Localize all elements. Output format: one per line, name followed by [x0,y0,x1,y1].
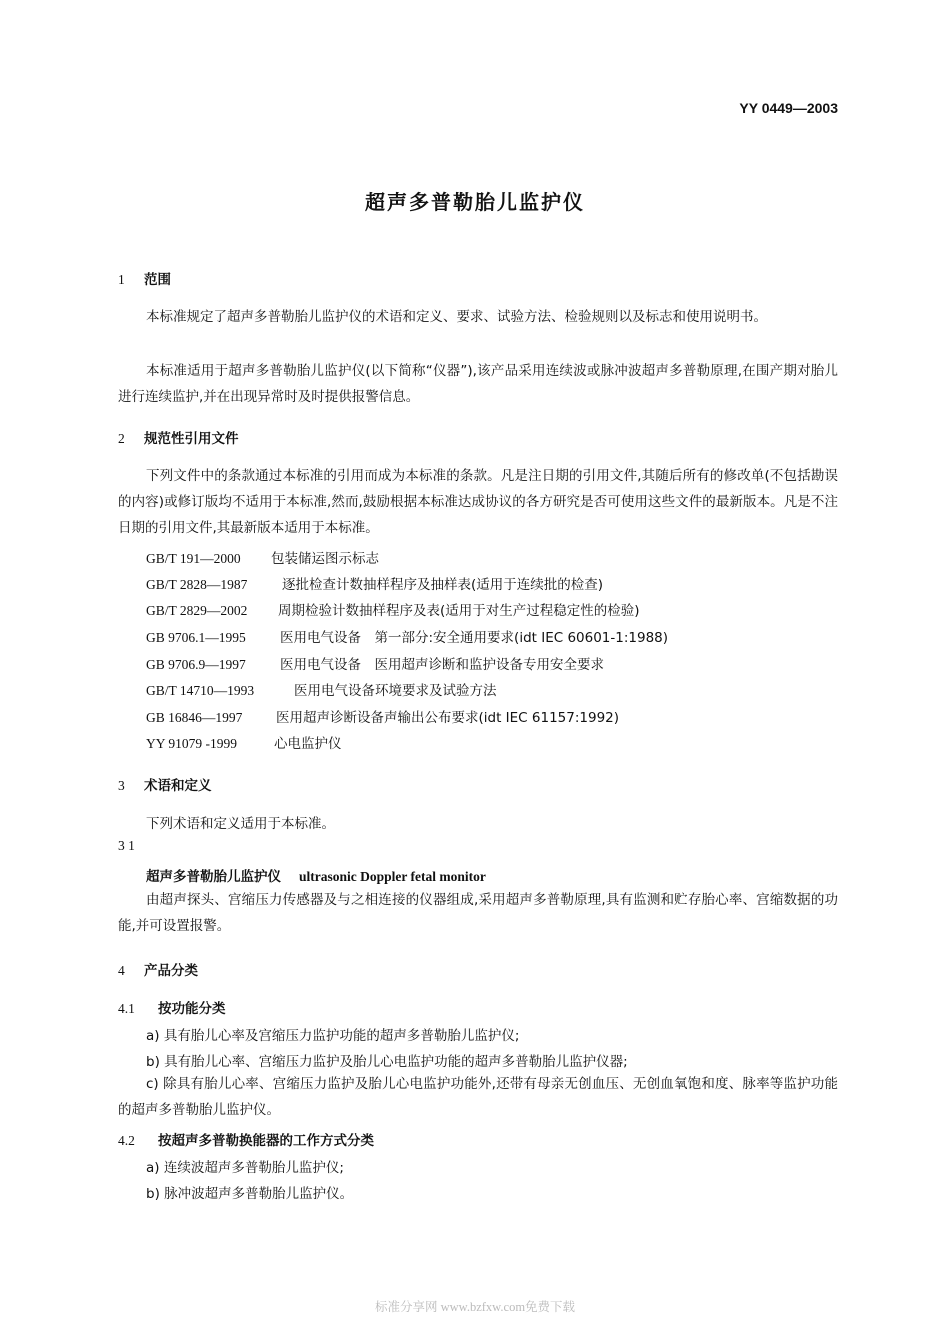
section-4-number: 4 [118,963,125,978]
subsection-4-1-heading [118,997,226,1017]
document-title: 超声多普勒胎儿监护仪 [365,190,585,214]
reference-code: GB/T 2829—2002 [146,603,248,618]
section-4-heading [118,959,198,979]
reference-item [146,732,342,752]
reference-code: GB 16846—1997 [146,710,243,725]
reference-title: 心电监护仪 [274,736,342,752]
list-item-4-1-c: c) 除具有胎儿心率、宫缩压力监护及胎儿心电监护功能外,还带有母亲无创血压、无创血氧饱和度、脉率等监护功能的超声多普勒胎儿监护仪。 [118,1076,838,1118]
list-item-4-1-a: a) 具有胎儿心率及宫缩压力监护功能的超声多普勒胎儿监护仪; [146,1028,520,1044]
subsection-4-1-number: 4.1 [118,1001,135,1016]
reference-title: 包装储运图示标志 [271,551,379,567]
reference-code: GB/T 2828—1987 [146,577,248,592]
list-item-4-1-b: b) 具有胎儿心率、宫缩压力监护及胎儿心电监护功能的超声多普勒胎儿监护仪器; [146,1054,628,1070]
list-item-4-2-b: b) 脉冲波超声多普勒胎儿监护仪。 [146,1186,354,1202]
reference-item [146,573,603,593]
reference-item [146,599,640,619]
footer-watermark: 标准分享网 www.bzfxw.com免费下载 [374,1300,576,1314]
section-1-heading [118,268,171,288]
term-chinese: 超声多普勒胎儿监护仪 [146,869,281,885]
section-2-number: 2 [118,431,125,446]
reference-code: GB/T 14710—1993 [146,683,255,698]
reference-title: 医用电气设备 第一部分:安全通用要求(idt IEC 60601-1:1988) [280,630,669,646]
subsection-4-2-heading [118,1129,374,1149]
section-1-paragraph-2: 本标准适用于超声多普勒胎儿监护仪(以下简称“仪器”),该产品采用连续波或脉冲波超声多普勒原理,在围产期对胎儿进行连续监护,并在出现异常时及时提供报警信息。 [118,363,838,405]
section-3-heading [118,774,212,794]
section-1-paragraph-1: 本标准规定了超声多普勒胎儿监护仪的术语和定义、要求、试验方法、检验规则以及标志和使用说明书。 [146,309,767,325]
reference-title: 医用超声诊断设备声输出公布要求(idt IEC 61157:1992) [276,710,620,726]
reference-code: GB 9706.1—1995 [146,630,246,645]
section-1-title: 范围 [144,272,171,288]
reference-code: GB 9706.9—1997 [146,657,246,672]
section-3-title: 术语和定义 [144,778,212,794]
subsection-4-2-title: 按超声多普勒换能器的工作方式分类 [158,1133,374,1149]
reference-item [146,626,668,646]
reference-item [146,706,619,726]
section-3-paragraph-1: 下列术语和定义适用于本标准。 [146,816,335,832]
section-3-number: 3 [118,778,125,793]
reference-title: 医用电气设备环境要求及试验方法 [294,683,497,699]
section-1-number: 1 [118,272,125,287]
subsection-4-1-title: 按功能分类 [158,1001,226,1017]
standard-number: YY 0449—2003 [739,100,838,116]
section-4-title: 产品分类 [144,963,198,979]
subsection-4-2-number: 4.2 [118,1133,135,1148]
reference-title: 医用电气设备 医用超声诊断和监护设备专用安全要求 [280,657,604,673]
term-english: ultrasonic Doppler fetal monitor [299,869,486,884]
term-entry [146,865,486,885]
section-2-title: 规范性引用文件 [144,431,239,447]
subsection-3-1-number: 3 1 [118,838,135,853]
reference-code: YY 91079 -1999 [146,736,237,751]
section-2-paragraph-1: 下列文件中的条款通过本标准的引用而成为本标准的条款。凡是注日期的引用文件,其随后所有的修改单(不包括勘误的内容)或修订版均不适用于本标准,然而,鼓励根据本标准达成协议的各方研究是否可使用这些文件的最新版本。凡是不注日期的引用文件,其最新版本适用于本标准。 [118,468,838,536]
reference-title: 周期检验计数抽样程序及表(适用于对生产过程稳定性的检验) [278,603,640,619]
term-definition: 由超声探头、宫缩压力传感器及与之相连接的仪器组成,采用超声多普勒原理,具有监测和贮存胎心率、宫缩数据的功能,并可设置报警。 [118,892,838,934]
reference-code: GB/T 191—2000 [146,551,241,566]
reference-item [146,547,379,567]
reference-title: 逐批检查计数抽样程序及抽样表(适用于连续批的检查) [282,577,604,593]
section-2-heading [118,427,239,447]
reference-item [146,679,497,699]
list-item-4-2-a: a) 连续波超声多普勒胎儿监护仪; [146,1160,344,1176]
reference-item [146,653,604,673]
